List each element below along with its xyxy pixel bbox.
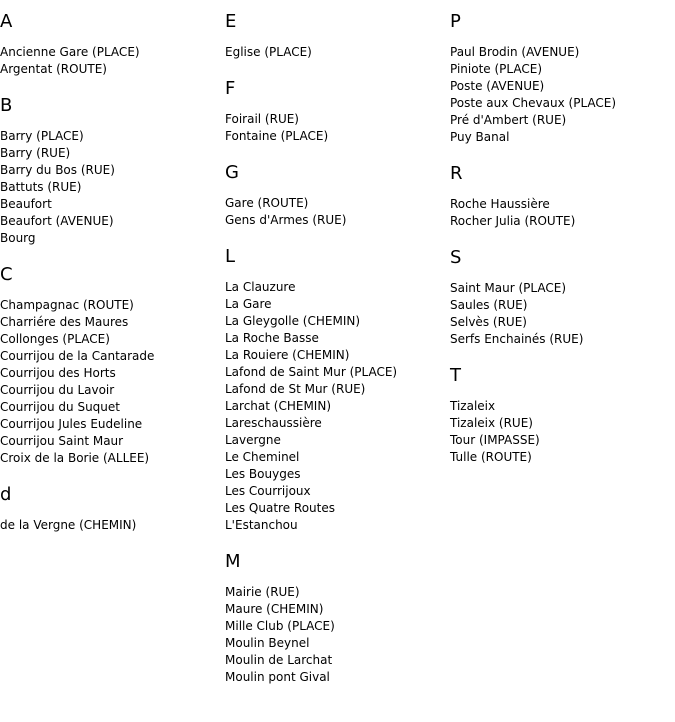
street-link[interactable]: Bourg: [0, 231, 36, 245]
street-list: [225, 279, 397, 534]
street-link[interactable]: Courrijou du Suquet: [0, 400, 120, 414]
street-link[interactable]: Courrijou du Lavoir: [0, 383, 115, 397]
street-link[interactable]: Lafond de St Mur (RUE): [225, 382, 366, 396]
street-link[interactable]: Mairie (RUE): [225, 585, 300, 599]
street-link[interactable]: Fontaine (PLACE): [225, 129, 329, 143]
section-letter-heading: C: [0, 264, 13, 285]
street-link[interactable]: La Roche Basse: [225, 331, 319, 345]
section-letter-heading: A: [0, 11, 13, 32]
street-link[interactable]: La Gleygolle (CHEMIN): [225, 314, 361, 328]
street-link[interactable]: Foirail (RUE): [225, 112, 299, 126]
street-link[interactable]: Croix de la Borie (ALLEE): [0, 451, 150, 465]
street-index-column-3: [450, 10, 616, 482]
street-link[interactable]: Roche Haussière: [450, 197, 550, 211]
street-list: [450, 44, 616, 146]
street-link[interactable]: Les Courrijoux: [225, 484, 311, 498]
section-letter-heading: L: [225, 246, 236, 267]
street-link[interactable]: Lavergne: [225, 433, 281, 447]
street-index-column-2: [225, 10, 397, 702]
street-link[interactable]: Courrijou Jules Eudeline: [0, 417, 143, 431]
street-link[interactable]: Gare (ROUTE): [225, 196, 309, 210]
street-link[interactable]: Saint Maur (PLACE): [450, 281, 567, 295]
street-list: [450, 398, 616, 466]
street-link[interactable]: Collonges (PLACE): [0, 332, 110, 346]
street-index-column-1: [0, 10, 154, 550]
section-letter-heading: S: [450, 247, 462, 268]
street-list: [225, 195, 397, 229]
street-link[interactable]: La Clauzure: [225, 280, 296, 294]
street-link[interactable]: Moulin Beynel: [225, 636, 310, 650]
street-link[interactable]: Courrijou de la Cantarade: [0, 349, 155, 363]
street-list: [0, 517, 154, 534]
letter-section: [225, 550, 397, 686]
street-link[interactable]: Moulin de Larchat: [225, 653, 333, 667]
street-link[interactable]: Poste aux Chevaux (PLACE): [450, 96, 617, 110]
street-link[interactable]: Tulle (ROUTE): [450, 450, 532, 464]
letter-section: [450, 364, 616, 466]
letter-section: [225, 77, 397, 145]
street-link[interactable]: Paul Brodin (AVENUE): [450, 45, 580, 59]
street-link[interactable]: Barry (RUE): [0, 146, 71, 160]
street-link[interactable]: Les Bouyges: [225, 467, 301, 481]
section-letter-heading: R: [450, 163, 463, 184]
street-link[interactable]: Tour (IMPASSE): [450, 433, 540, 447]
street-list: [225, 44, 397, 61]
street-link[interactable]: Barry (PLACE): [0, 129, 84, 143]
letter-section: [450, 10, 616, 146]
street-link[interactable]: Argentat (ROUTE): [0, 62, 107, 76]
street-list: [0, 128, 154, 247]
section-letter-heading: F: [225, 78, 236, 99]
street-link[interactable]: L'Estanchou: [225, 518, 298, 532]
street-link[interactable]: La Gare: [225, 297, 272, 311]
letter-section: [450, 246, 616, 348]
letter-section: [0, 263, 154, 467]
street-link[interactable]: Lafond de Saint Mur (PLACE): [225, 365, 398, 379]
street-list: [225, 111, 397, 145]
street-link[interactable]: Le Cheminel: [225, 450, 300, 464]
street-link[interactable]: Champagnac (ROUTE): [0, 298, 134, 312]
street-list: [0, 297, 154, 467]
street-link[interactable]: Piniote (PLACE): [450, 62, 543, 76]
section-letter-heading: P: [450, 11, 461, 32]
letter-section: [0, 94, 154, 247]
street-link[interactable]: Mille Club (PLACE): [225, 619, 335, 633]
letter-section: [225, 245, 397, 534]
street-link[interactable]: Gens d'Armes (RUE): [225, 213, 347, 227]
street-link[interactable]: Puy Banal: [450, 130, 510, 144]
street-link[interactable]: Ancienne Gare (PLACE): [0, 45, 140, 59]
street-link[interactable]: Charriére des Maures: [0, 315, 129, 329]
street-link[interactable]: Poste (AVENUE): [450, 79, 545, 93]
letter-section: [225, 161, 397, 229]
section-letter-heading: d: [0, 484, 12, 505]
letter-section: [0, 483, 154, 534]
street-list: [450, 280, 616, 348]
street-link[interactable]: Les Quatre Routes: [225, 501, 335, 515]
street-link[interactable]: Beaufort: [0, 197, 52, 211]
street-link[interactable]: de la Vergne (CHEMIN): [0, 518, 137, 532]
street-link[interactable]: Lareschaussière: [225, 416, 322, 430]
street-link[interactable]: Beaufort (AVENUE): [0, 214, 114, 228]
street-link[interactable]: Rocher Julia (ROUTE): [450, 214, 576, 228]
section-letter-heading: G: [225, 162, 239, 183]
street-link[interactable]: Eglise (PLACE): [225, 45, 312, 59]
street-link[interactable]: Barry du Bos (RUE): [0, 163, 115, 177]
street-link[interactable]: Serfs Enchainés (RUE): [450, 332, 584, 346]
street-link[interactable]: Saules (RUE): [450, 298, 528, 312]
street-link[interactable]: Battuts (RUE): [0, 180, 82, 194]
street-list: [450, 196, 616, 230]
street-link[interactable]: Courrijou des Horts: [0, 366, 116, 380]
street-list: [225, 584, 397, 686]
street-list: [0, 44, 154, 78]
letter-section: [0, 10, 154, 78]
street-link[interactable]: Courrijou Saint Maur: [0, 434, 124, 448]
street-link[interactable]: Moulin pont Gival: [225, 670, 330, 684]
street-link[interactable]: Pré d'Ambert (RUE): [450, 113, 567, 127]
street-link[interactable]: Selvès (RUE): [450, 315, 527, 329]
letter-section: [450, 162, 616, 230]
street-link[interactable]: Larchat (CHEMIN): [225, 399, 332, 413]
section-letter-heading: M: [225, 551, 241, 572]
street-link[interactable]: Maure (CHEMIN): [225, 602, 324, 616]
section-letter-heading: T: [450, 365, 461, 386]
street-link[interactable]: Tizaleix (RUE): [450, 416, 533, 430]
letter-section: [225, 10, 397, 61]
street-link[interactable]: Tizaleix: [450, 399, 496, 413]
street-link[interactable]: La Rouiere (CHEMIN): [225, 348, 350, 362]
section-letter-heading: B: [0, 95, 13, 116]
section-letter-heading: E: [225, 11, 237, 32]
